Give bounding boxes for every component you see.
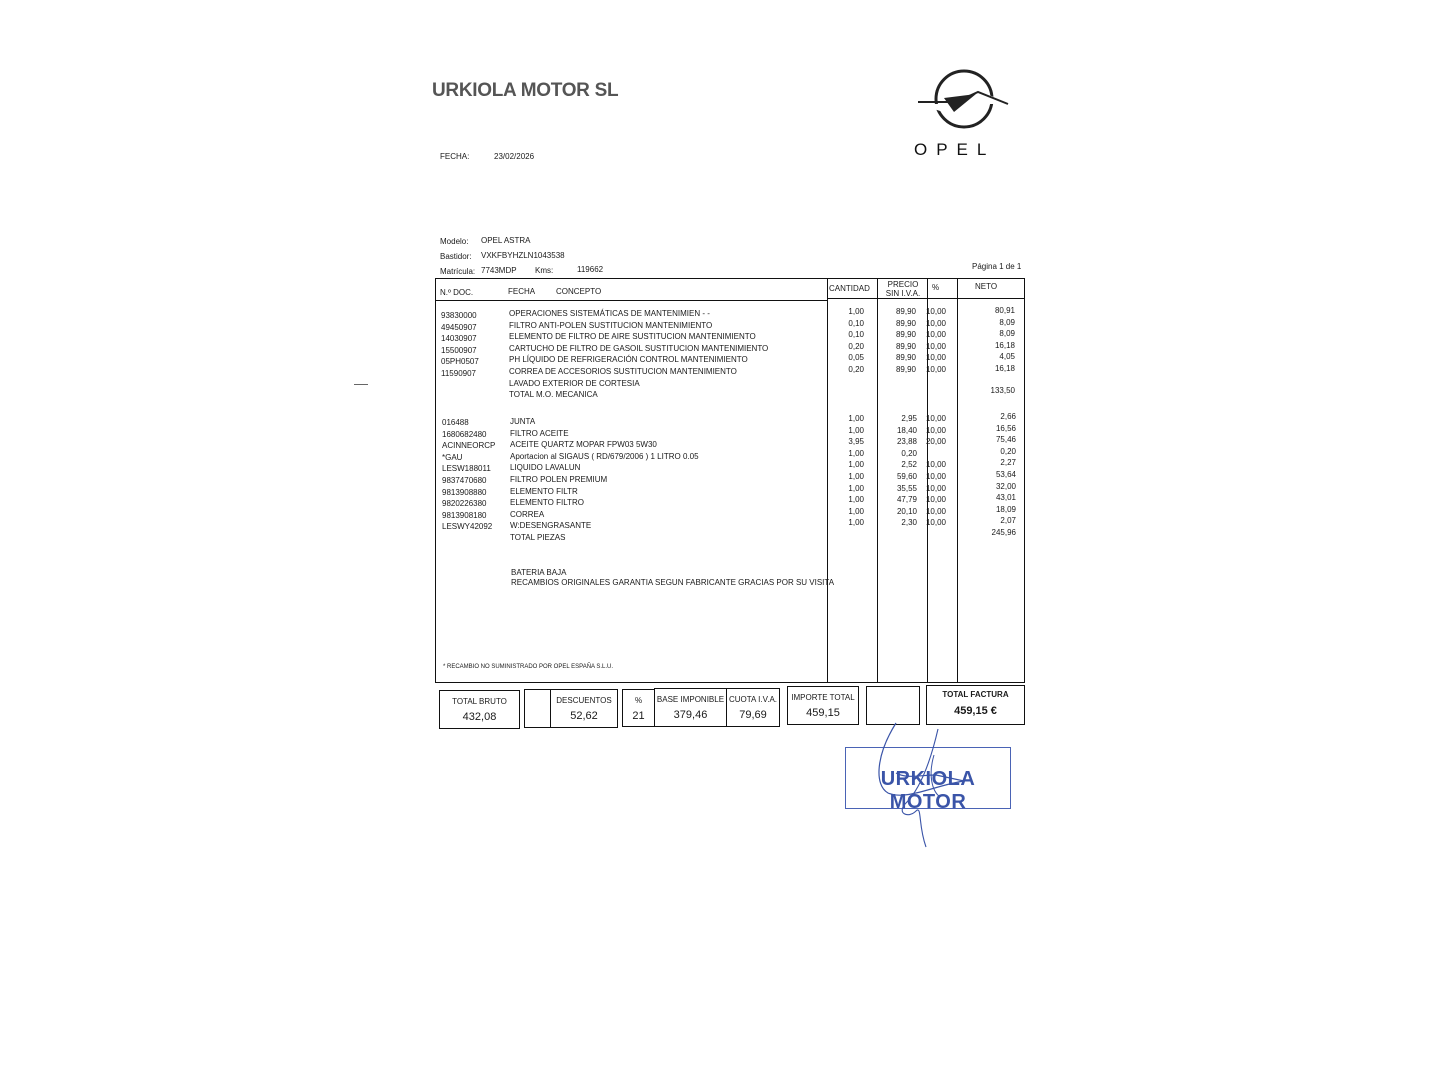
- labour-total: 133,50: [990, 386, 1015, 395]
- matricula-label: Matrícula:: [440, 267, 476, 276]
- list-item: 2,30: [901, 518, 917, 528]
- header-precio: PRECIO SIN I.V.A.: [885, 280, 921, 298]
- list-item: 1,00: [848, 483, 864, 493]
- list-item: 2,95: [901, 414, 917, 423]
- base-box: [654, 688, 727, 727]
- list-item: JUNTA: [510, 417, 536, 426]
- list-item: 89,90: [895, 307, 916, 316]
- list-item: 0,10: [848, 330, 864, 340]
- total-factura-label: TOTAL FACTURA: [942, 690, 1009, 699]
- list-item: 23,88: [896, 437, 917, 447]
- list-item: 1,00: [848, 518, 864, 528]
- list-item: 0,10: [848, 318, 864, 328]
- list-item: 59,60: [896, 471, 917, 481]
- list-item: FILTRO POLEN PREMIUM: [510, 474, 608, 484]
- list-item: 89,90: [895, 318, 916, 328]
- list-item: 20,00: [925, 437, 946, 447]
- modelo-value: OPEL ASTRA: [481, 236, 531, 245]
- header-cantidad: CANTIDAD: [829, 284, 870, 293]
- list-item: 2,52: [901, 460, 917, 470]
- total-bruto-label: TOTAL BRUTO: [452, 697, 507, 706]
- list-item: 10,00: [925, 518, 946, 528]
- list-item: 2,27: [1000, 458, 1016, 468]
- list-item: PH LÍQUIDO DE REFRIGERACIÓN CONTROL MANTENIMIENTO: [509, 355, 748, 365]
- labour-docs: [441, 310, 479, 380]
- header-divider: [827, 298, 1025, 299]
- list-item: CARTUCHO DE FILTRO DE GASOIL SUSTITUCION MANTENIMIENTO: [509, 343, 769, 353]
- list-item: 1,00: [848, 471, 864, 481]
- list-item: ACINNEORCP: [442, 441, 496, 451]
- list-item: LAVADO EXTERIOR DE CORTESIA: [509, 378, 640, 388]
- matricula-value: 7743MDP: [481, 266, 517, 275]
- labour-pct: [925, 306, 946, 376]
- list-item: 10,00: [925, 460, 946, 470]
- signature-icon: [866, 715, 986, 855]
- parts-docs: [442, 417, 495, 533]
- list-item: 10,00: [925, 353, 946, 363]
- cuota-box: [726, 688, 780, 727]
- footnote: * RECAMBIO NO SUMINISTRADO POR OPEL ESPAÑA S.L.U.: [443, 664, 614, 670]
- kms-label: Kms:: [535, 266, 554, 275]
- list-item: 10,00: [925, 495, 946, 505]
- bastidor-value: VXKFBYHZLN1043538: [481, 251, 565, 260]
- pct-box: [622, 689, 655, 727]
- opel-logo-icon: [916, 68, 1016, 132]
- header-divider: [435, 300, 827, 301]
- note-battery: BATERIA BAJA: [511, 568, 567, 577]
- header-concepto: CONCEPTO: [556, 287, 602, 296]
- list-item: 2,07: [1000, 516, 1016, 526]
- importe-label: IMPORTE TOTAL: [791, 693, 855, 702]
- list-item: 10,00: [925, 483, 946, 493]
- list-item: 1,00: [848, 506, 864, 516]
- list-item: 15500907: [441, 345, 477, 355]
- fecha-value: 23/02/2026: [494, 152, 535, 161]
- list-item: 53,64: [995, 469, 1016, 479]
- list-item: 0,20: [1000, 446, 1016, 456]
- list-item: 93830000: [441, 311, 477, 320]
- total-bruto-value: 432,08: [462, 711, 497, 723]
- list-item: 10,00: [925, 307, 946, 316]
- list-item: 1,00: [848, 307, 864, 316]
- list-item: 10,00: [925, 330, 946, 340]
- list-item: CORREA: [510, 509, 545, 519]
- col-divider: [877, 278, 878, 683]
- list-item: 8,09: [999, 317, 1015, 327]
- list-item: LESW188011: [442, 464, 491, 474]
- list-item: 89,90: [895, 341, 916, 351]
- list-item: 14030907: [441, 334, 477, 344]
- list-item: 9837470680: [442, 475, 487, 485]
- pct-label: %: [634, 696, 643, 705]
- list-item: 11590907: [441, 368, 476, 378]
- list-item: 1,00: [848, 425, 864, 435]
- empty-box: [524, 689, 551, 728]
- total-factura-value: 459,15 €: [954, 705, 997, 717]
- list-item: 10,00: [925, 364, 946, 374]
- list-item: 89,90: [895, 364, 916, 374]
- list-item: 16,18: [994, 363, 1015, 373]
- list-item: 1,00: [848, 414, 864, 423]
- list-item: 16,18: [994, 340, 1015, 350]
- list-item: *GAU: [442, 452, 463, 462]
- list-item: 49450907: [441, 322, 477, 332]
- parts-concepts: [510, 416, 699, 544]
- list-item: 2,66: [1000, 412, 1016, 421]
- importe-box: [787, 686, 859, 725]
- list-item: 20,10: [896, 506, 917, 516]
- fecha-label: FECHA:: [440, 152, 470, 161]
- list-item: 75,46: [995, 435, 1016, 445]
- list-item: ELEMENTO FILTRO: [510, 498, 584, 508]
- list-item: FILTRO ACEITE: [510, 428, 569, 438]
- list-item: 0,20: [848, 364, 864, 374]
- list-item: 80,91: [994, 306, 1015, 315]
- list-item: 0,20: [848, 341, 864, 351]
- bastidor-label: Bastidor:: [440, 252, 472, 261]
- parts-pct: [925, 413, 946, 529]
- list-item: 1,00: [848, 448, 864, 458]
- margin-mark: [354, 384, 368, 385]
- list-item: Aportacion al SIGAUS ( RD/679/2006 ) 1 LITRO 0.05: [510, 451, 699, 461]
- parts-cantidad: [830, 413, 864, 529]
- list-item: W:DESENGRASANTE: [510, 521, 592, 531]
- list-item: 0,05: [848, 353, 864, 363]
- descuentos-label: DESCUENTOS: [556, 696, 612, 705]
- importe-value: 459,15: [806, 707, 840, 719]
- list-item: 05PH0507: [441, 357, 479, 367]
- list-item: 1680682480: [442, 429, 487, 439]
- list-item: OPERACIONES SISTEMÁTICAS DE MANTENIMIEN - -: [509, 309, 710, 318]
- list-item: 43,01: [995, 493, 1016, 503]
- list-item: 10,00: [925, 471, 946, 481]
- header-doc: N.º DOC.: [440, 288, 474, 297]
- list-item: 47,79: [896, 495, 917, 505]
- list-item: 89,90: [895, 330, 916, 340]
- total-bruto-box: [439, 690, 520, 729]
- base-value: 379,46: [673, 709, 708, 721]
- list-item: 245,96: [991, 527, 1016, 537]
- company-name: URKIOLA MOTOR SL: [432, 80, 619, 101]
- list-item: 10,00: [925, 341, 946, 351]
- list-item: 9813908880: [442, 487, 487, 497]
- list-item: 9813908180: [442, 510, 487, 520]
- list-item: TOTAL PIEZAS: [510, 532, 566, 542]
- list-item: ELEMENTO FILTR: [510, 486, 578, 496]
- list-item: ACEITE QUARTZ MOPAR FPW03 5W30: [510, 440, 657, 450]
- list-item: FILTRO ANTI-POLEN SUSTITUCION MANTENIMIENTO: [509, 320, 713, 330]
- parts-neto: [970, 411, 1016, 539]
- list-item: [925, 448, 946, 460]
- descuentos-value: 52,62: [570, 710, 598, 722]
- list-item: 35,55: [896, 483, 917, 493]
- list-item: 4,05: [999, 352, 1015, 362]
- cuota-value: 79,69: [739, 709, 767, 721]
- labour-concepts: [509, 308, 768, 401]
- note-thanks: RECAMBIOS ORIGINALES GARANTIA SEGUN FABRICANTE GRACIAS POR SU VISITA: [511, 578, 835, 587]
- list-item: 1,00: [848, 495, 864, 505]
- list-item: ELEMENTO DE FILTRO DE AIRE SUSTITUCION MANTENIMIENTO: [509, 332, 756, 342]
- labour-neto: [970, 305, 1015, 375]
- list-item: 18,40: [896, 425, 917, 435]
- list-item: 8,09: [999, 329, 1015, 339]
- parts-precio: [880, 413, 917, 529]
- list-item: 16,56: [995, 423, 1016, 433]
- list-item: LIQUIDO LAVALUN: [510, 463, 581, 473]
- list-item: 3,95: [848, 437, 864, 447]
- pct-value: 21: [632, 710, 645, 722]
- header-fecha: FECHA: [508, 287, 536, 296]
- page-info: Página 1 de 1: [972, 262, 1022, 271]
- list-item: 1,00: [848, 460, 864, 470]
- modelo-label: Modelo:: [440, 237, 469, 246]
- stamp-text: URKIOLA MOTOR: [880, 768, 976, 813]
- list-item: LESWY42092: [442, 522, 493, 532]
- labour-cantidad: [830, 306, 864, 376]
- list-item: 10,00: [925, 425, 946, 435]
- list-item: 016488: [442, 418, 469, 427]
- header-pct: %: [932, 283, 940, 292]
- list-item: 89,90: [895, 353, 916, 363]
- list-item: 18,09: [995, 504, 1016, 514]
- labour-precio: [880, 306, 916, 376]
- list-item: TOTAL M.O. MECANICA: [509, 390, 598, 400]
- col-divider: [827, 278, 828, 683]
- list-item: CORREA DE ACCESORIOS SUSTITUCION MANTENIMIENTO: [509, 366, 737, 376]
- list-item: 10,00: [925, 414, 946, 423]
- list-item: 9820226380: [442, 499, 487, 509]
- list-item: 32,00: [995, 481, 1016, 491]
- list-item: 10,00: [925, 318, 946, 328]
- list-item: 10,00: [925, 506, 946, 516]
- list-item: 0,20: [901, 448, 917, 458]
- header-neto: NETO: [975, 282, 998, 291]
- col-divider: [957, 278, 958, 683]
- base-label: BASE IMPONIBLE: [656, 695, 725, 704]
- cuota-label: CUOTA I.V.A.: [728, 695, 777, 704]
- descuentos-box: [550, 689, 618, 728]
- kms-value: 119662: [577, 265, 604, 274]
- brand-text: OPEL: [914, 140, 996, 159]
